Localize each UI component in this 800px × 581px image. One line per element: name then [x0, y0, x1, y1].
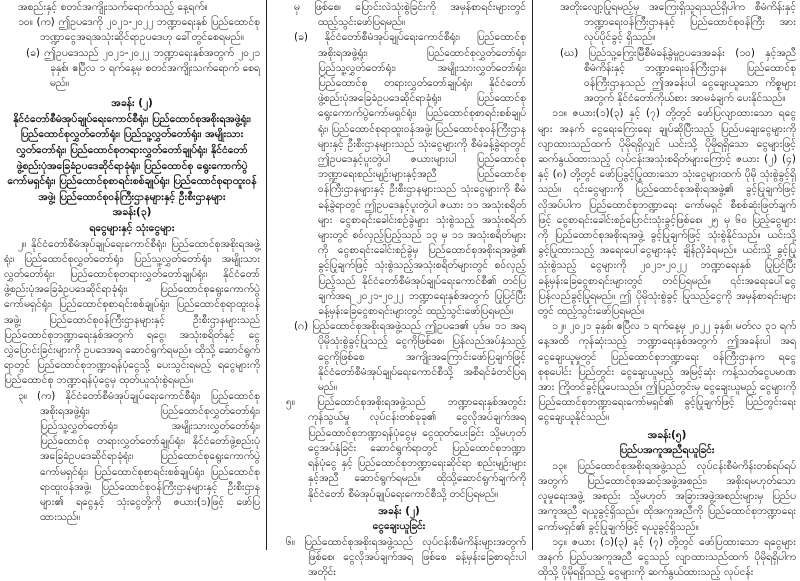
section-d: (ဃ) ပြည်သူ့ကြွေးမြီစီမံခန့်ခွဲမှုဥပဒေအခန်း (၁၀) နှင့်အညီ စီမံကိန်းနှင့် ဘဏ္ဍာရေးဝန်ကြီးဌာန၊ ပြည်ထောင်စုဝန်ကြီးဌာနသည် ဤအခန်းပါ ငွေချေးယူသော ကိစ္စများအတွက် နိုင်ငံတော်ကိုယ်စား အာမခံချက် ပေးနိုင်သည်။: [560, 46, 796, 105]
column-2: [268, 0, 530, 579]
paragraph: မှ ဖြစ်စေ၊ ပြောင်းလဲသုံးစွဲခြင်းကို အမှန်စာရင်းများတွင် ထည့်သွင်းဖော်ပြရမည်။: [294, 1, 526, 29]
column-divider: [266, 0, 267, 550]
chapter-label: အခန်း (၂): [111, 97, 153, 110]
column-1: [0, 0, 264, 550]
column-3: [534, 0, 800, 579]
chapter-label: အခန်း (၂): [378, 504, 420, 517]
section-b: (ခ) နိုင်ငံတော်စီမံအုပ်ချုပ်ရေးကောင်စီရုံး၊ ပြည်ထောင်စု အစိုးရအဖွဲ့ရုံး၊ ပြည်ထောင်စုလွှတ်တော်ရုံး၊ ပြည်သူ့လွှတ်တော်ရုံး၊ အမျိုးသားလွှတ်တော်ရုံး၊ ပြည်ထောင်စု တရားလွှတ်တော်ချုပ်ရုံး၊ နိုင်ငံတော်ဖွဲ့စည်းပုံအခြေခံဥပဒေဆိုင်ရာခုံရုံး၊ ပြည်ထောင်စု ရွေးကောက်ပွဲကော်မရှင်ရုံး၊ ပြည်ထောင်စုစာရင်းစစ်ချုပ်ရုံး၊ ပြည်ထောင်စုရာထူးဝန်အဖွဲ့၊ ပြည်ထောင်စုဝန်ကြီးဌာနများနှင့် ဦးစီးဌာနများသည် သုံးငွေများကို စီမံခန့်ခွဲရာတွင် ဤဥပဒေနှင့်ပူးတွဲပါ ဇယားများပါ ပြည်ထောင်စုဘဏ္ဍာရေးစည်းမျဉ်းများနှင့်အညီ ပြည်ထောင်စုဝန်ကြီးဌာနများနှင့် ဦးစီးဌာနများသည် သုံးငွေများကို စီမံခန့်ခွဲရာတွင် ဤဥပဒေနှင့်ပူးတွဲပါ ဇယား ၁၁ အသုံးစရိတ်များ ငွေစာရင်းခေါင်းစဉ်ခွဲများ သုံးစွဲသည့် အသုံးစရိတ်များတွင် စဝ်လှည့်ပြည့်သည် ၁၃ မှ ၁၁ အသုံးစရိတ်များကို ငွေစာရင်းခေါင်းစဉ်ခွဲမှ ပြည်ထောင်စုအစိုးရအဖွဲ့၏ ခွင့်ပြုချက်ဖြင့် သုံးစွဲသည့်အသုံးစရိတ်များတွင် စဝ်လှည့်ပြည့်သည် နိုင်ငံတော်စီမံအုပ်ချုပ်ရေးကောင်စီ၏ တင်ပြချက်အရ ၂၀၂၁-၂၀၂၂ ဘဏ္ဍာရေးနှစ်အတွက် ပြုပြင်ပြီး ခန့်မှန်းခြေငွေစာရင်းများတွင် ထည့်သွင်းဖော်ပြရမည်။: [294, 31, 526, 318]
chapter-label: အခန်း(၅): [647, 428, 687, 441]
section-13: ၁၃။ ပြည်ထောင်စုအစိုးရအဖွဲ့သည် လုပ်ငန်းစီမံကိန်းတစ်ရပ်ရပ် အတွက် ပြည်ထောင်စုအဆင့်အဖွဲ့အစည်း၊ အစိုးရမဟုတ်သော လူမှုရေးအဖွဲ့ အစည်း သို့မဟုတ် အခြားအဖွဲ့အစည်းများမှ ပြည်ပအကူအညီ ရယူခွင့်ရှိသည်။ ထိုအကူအညီကို ပြည်ထောင်စုဘဏ္ဍာရေးကော်မရှင်၏ ခွင့်ပြုချက်ဖြင့် ရယူခွင့်ရှိသည်။: [538, 459, 796, 533]
chapter-title: ငွေချေးယူခြင်း: [372, 520, 426, 533]
section-6: ၆။ ပြည်ထောင်စုအစိုးရအဖွဲ့သည် လုပ်ငန်းစီမံကိန်းများအတွက် ဖြစ်စေ၊ ငွေလိုအပ်ချက်အရ ဖြစ်စေ ခန့်မှန်းခြေစာရင်းပါ အတိုင်း: [286, 535, 526, 579]
section-c: (ဂ) ပြည်ထောင်စုအစိုးရအဖွဲ့သည် ဤဥပဒေ၏ ပုဒ်မ ၁၁ အရ ပိုမိုသုံးစွဲခွင့်ပြုသည့် ငွေကိုဖြစ်စေ၊ ပြန်လည်အပ်နှံသည့်ငွေကိုဖြစ်စေ အကျိုးအကြောင်းဖော်ပြချက်ဖြင့် နိုင်ငံတော်စီမံအုပ်ချုပ်ရေးကောင်စီသို့ အစီရင်ခံတင်ပြရမည်။: [294, 320, 526, 394]
column-divider: [532, 0, 533, 550]
section-title: ရငွေများနှင့် သုံးငွေများ: [89, 221, 175, 234]
paragraph: အတိုးလျော့ပြုရမည့်မှ အကြေးရှိသူရသည်ရှိပါက စီမံကိန်းနှင့် ဘဏ္ဍာရေးဝန်ကြီးဌာနနှင့် ပြည်ထောင်စုဝန်ကြီး အား လုပ်ပိုင်ခွင့် ရှိသည်။: [560, 1, 796, 44]
section-14: ၁၄။ ဇယား (၁)(၃) နှင့် (၇) တို့တွင် ဖော်ပြထားသော ရငွေများ အနက် ပြည်ပအကူအညီ ငွေသည် လျာထားသည်ထက် ပိုမိုရရှိပါက ထိုသို့ ပိုမိုရရှိသည့် ငွေများကို ဆက်နွယ်ထားသည့် လုပ်ငန်း: [538, 535, 796, 579]
section-12: ၁၂။ ၂၀၂၁ ခုနှစ်၊ ဧပြီလ ၁ ရက်နေ့မှ ၂၀၂၂ ခုနှစ်၊ မတ်လ ၃၁ ရက်နေ့အထိ ကုန်ဆုံးသည့် ဘဏ္ဍာရေးနှစ်အတွက် ဤအခန်းပါ အရ ငွေချေးယူမှုတွင် ပြည်ထောင်စုဘဏ္ဍာရေး ဝန်ကြီးဌာနက ရငွေစုစုပေါင်း ပြည်တွင်း ငွေချေးယူမည့် အမြင့်ဆုံး ကန့်သတ်ငွေပမာဏအား ကြိုတင်ခွင့်ပြုပေးသည်။ ဤပြည်တွင်းမှ ငွေချေးယူမည့် ငွေများကို ပြည်ထောင်စုဘဏ္ဍာရေးကော်မရှင်၏ ခွင့်ပြုချက်ဖြင့် ပြည်တွင်းရေး ငွေချေးယူနိုင်သည်။: [538, 320, 796, 424]
section-2: ၂။ နိုင်ငံတော်စီမံအုပ်ချုပ်ရေးကောင်စီရုံး၊ ပြည်ထောင်စုအစိုးရအဖွဲ့ရုံး၊ ပြည်ထောင်စုလွှတ်တော်ရုံး၊ ပြည်သူ့လွှတ်တော်ရုံး၊ အမျိုးသားလွှတ်တော်ရုံး၊ ပြည်ထောင်စုတရားလွှတ်တော်ချုပ်ရုံး၊ နိုင်ငံတော်ဖွဲ့စည်းပုံအခြေခံဥပဒေဆိုင်ရာခုံရုံး၊ ပြည်ထောင်စုရွေးကောက်ပွဲကော်မရှင်ရုံး၊ ပြည်ထောင်စုစာရင်းစစ်ချုပ်ရုံး၊ ပြည်ထောင်စုရာထူးဝန်အဖွဲ့၊ ပြည်ထောင်စုဝန်ကြီးဌာနများနှင့် ဦးစီးဌာနများသည် ပြည်ထောင်စုဘဏ္ဍာရေးနှစ်အတွက် ရငွေ၊ အသုံးစရိတ်နှင့် ငွေလွှဲပြောင်းခြင်းများကို ဥပဒေအရ ဆောင်ရွက်ရမည်။ ထိုသို့ ဆောင်ရွက်ရာတွင် ပြည်ထောင်စုဘဏ္ဍာရန်ပုံငွေသို့ ပေးသွင်းရမည့် ရငွေများကို ပြည်ထောင်စု ဘဏ္ဍာရန်ပုံငွေမှ ထုတ်ယူသုံးစွဲရမည်။: [4, 237, 260, 387]
section-11: ၁၁။ ဇယား(၁)(၃) နှင့် (၇) တို့တွင် ဖော်ပြလျာထားသော ရငွေများ အနက် ငွေရေးကြေးရေး ချုပ်ဆိုပြီးသည့် ပြည်ပချေးငွေများကို လျာထားသည်ထက် ပိုမိုရရှိလျှင် ယင်းသို့ ပိုမိုရရှိသော ငွေများဖြင့် ဆက်နွယ်ထားသည့် လုပ်ငန်းအသုံးစရိတ်များကြောင့် ဇယား (၂) (၄) နှင့် (၈) တို့တွင် ဖော်ပြခွင့်ပြုထားသော သုံးငွေများထက် ပိုမို သုံးစွဲခွင့်ရှိသည်။ ၎င်းငွေများကို ပြည်ထောင်စုအစိုးရအဖွဲ့၏ ခွင့်ပြုချက်ဖြင့် လိုအပ်ပါက ပြည်ထောင်စုဘဏ္ဍာရေး ကော်မရှင် စီစစ်ဆုံးဖြတ်ချက်ဖြင့် ငွေစာရင်းခေါင်းစဉ်ပြောင်းသုံးခွင့်ဖြစ်စေ၊ ၂၅ မှ ၆၀ ပြည့်ငွေများကို ပြည်ထောင်စုအစိုးရအဖွဲ့ ခွင့်ပြုချက်ဖြင့် သုံးစွဲနိုင်သည်။ ယင်းသို့ ခွင့်ပြုထားသည့် အရေးပေါ်ငွေများနှင့် ချိန်ညှိခံရမည်။ ယင်းသို့ ခွင့်ပြုသုံးစွဲသည့် ငွေများကို ၂၀၂၁-၂၀၂၂ ဘဏ္ဍာရေးနှစ် ပြုပြင်ပြီး ခန့်မှန်းခြေငွေစာရင်းများတွင် တင်ပြရမည်။ ၎င်းအရေးပေါ်ငွေ ပြန်လည်ခွင့်ပြုရမည်။ ဤ ပိုမိုသုံးစွဲခွင့် ပြုသည့်ငွေကို အမှန်စာရင်းများတွင် ထည့်သွင်းဖော်ပြရမည်။: [538, 107, 796, 318]
chapter-title: နိုင်ငံတော်စီမံအုပ်ချုပ်ရေးကောင်စီရုံး၊ ပြည်ထောင်စုအစိုးရအဖွဲ့ရုံး၊ ပြည်ထောင်စုလွှတ်တော်ရုံး၊ ပြည်သူ့လွှတ်တော်ရုံး၊ အမျိုးသားလွှတ်တော်ရုံး၊ ပြည်ထောင်စုတရားလွှတ်တော်ချုပ်ရုံး၊ နိုင်ငံတော်ဖွဲ့စည်းပုံအခြေခံဥပဒေဆိုင်ရာခုံရုံး၊ ပြည်ထောင်စု ရွေးကောက်ပွဲကော်မရှင်ရုံး၊ ပြည်ထောင်စုစာရင်းစစ်ချုပ်ရုံး၊ ပြည်ထောင်စုရာထူးဝန်အဖွဲ့၊ ပြည်ထောင်စုဝန်ကြီးဌာနများနှင့် ဦးစီးဌာနများ: [7, 112, 257, 203]
paragraph: အစည်းနှင့် စတင်အကျိုးသက်ရောက်သည့် နေ့ရက်။: [18, 1, 208, 13]
section-label: အခန်း(၃): [112, 206, 152, 219]
section-10-b: (ခ) ဤဥပဒေသည် ၂၀၂၁-၂၀၂၂ ဘဏ္ဍာရေးနှစ်အတွက် ၂၀၂၁ ခုနှစ်၊ ဧပြီလ ၁ ရက်နေ့မှ စတင်အကျိုးသက်ရောက် စေရမည်။: [26, 46, 260, 90]
section-10-a: ၁၀။ (က) ဤဥပဒေကို ၂၀၂၁-၂၀၂၂ ဘဏ္ဍာရေးနှစ် ပြည်ထောင်စု ဘဏ္ဍာငွေအရအသုံးဆိုင်ရာဥပဒေဟု ခေါ်တွင်စေရမည်။: [18, 16, 260, 44]
section-5: ၅။ ပြည်ထောင်စုအစိုးရအဖွဲ့သည် ဘဏ္ဍာရေးနှစ်အတွင်း ကုန်သွယ်မှု လုပ်ငန်းတစ်ခုခု၏ ငွေလိုအပ်ချက်အရ ပြည်ထောင်စုဘဏ္ဍာရန်ပုံငွေမှ ငွေထုတ်ပေးခြင်း သို့မဟုတ် ငွေအပ်နှံခြင်း ဆောင်ရွက်ရာတွင် ပြည်ထောင်စုဘဏ္ဍာရန်ပုံငွေ နှင့် ပြည်ထောင်စုဘဏ္ဍာရေးဆိုင်ရာ စည်းမျဉ်းများနှင့်အညီ ဆောင်ရွက်ရမည်။ ထိုသို့ဆောင်ရွက်ချက်ကို နိုင်ငံတော် စီမံအုပ်ချုပ်ရေးကောင်စီသို့ တင်ပြရမည်။: [286, 396, 526, 500]
section-3-a: ၃။ (က) နိုင်ငံတော်စီမံအုပ်ချုပ်ရေးကောင်စီရုံး၊ ပြည်ထောင်စုအစိုးရအဖွဲ့ရုံး၊ ပြည်ထောင်စုလွှတ်တော်ရုံး၊ ပြည်သူ့လွှတ်တော်ရုံး၊ အမျိုးသားလွှတ်တော်ရုံး၊ ပြည်ထောင်စု တရားလွှတ်တော်ချုပ်ရုံး၊ နိုင်ငံတော်ဖွဲ့စည်းပုံအခြေခံဥပဒေဆိုင်ရာခုံရုံး၊ ပြည်ထောင်စုရွေးကောက်ပွဲကော်မရှင်ရုံး၊ ပြည်ထောင်စုစာရင်းစစ်ချုပ်ရုံး၊ ပြည်ထောင်စု ရာထူးဝန်အဖွဲ့၊ ပြည်ထောင်စုဝန်ကြီးဌာနများနှင့် ဦးစီးဌာနများ၏ ရငွေနှင့် သုံးငွေတို့ကို ဇယား(၁)ဖြင့် ဖော်ပြထားသည်။: [18, 389, 260, 524]
chapter-title: ပြည်ပအကူအညီရယူခြင်း: [619, 444, 715, 457]
